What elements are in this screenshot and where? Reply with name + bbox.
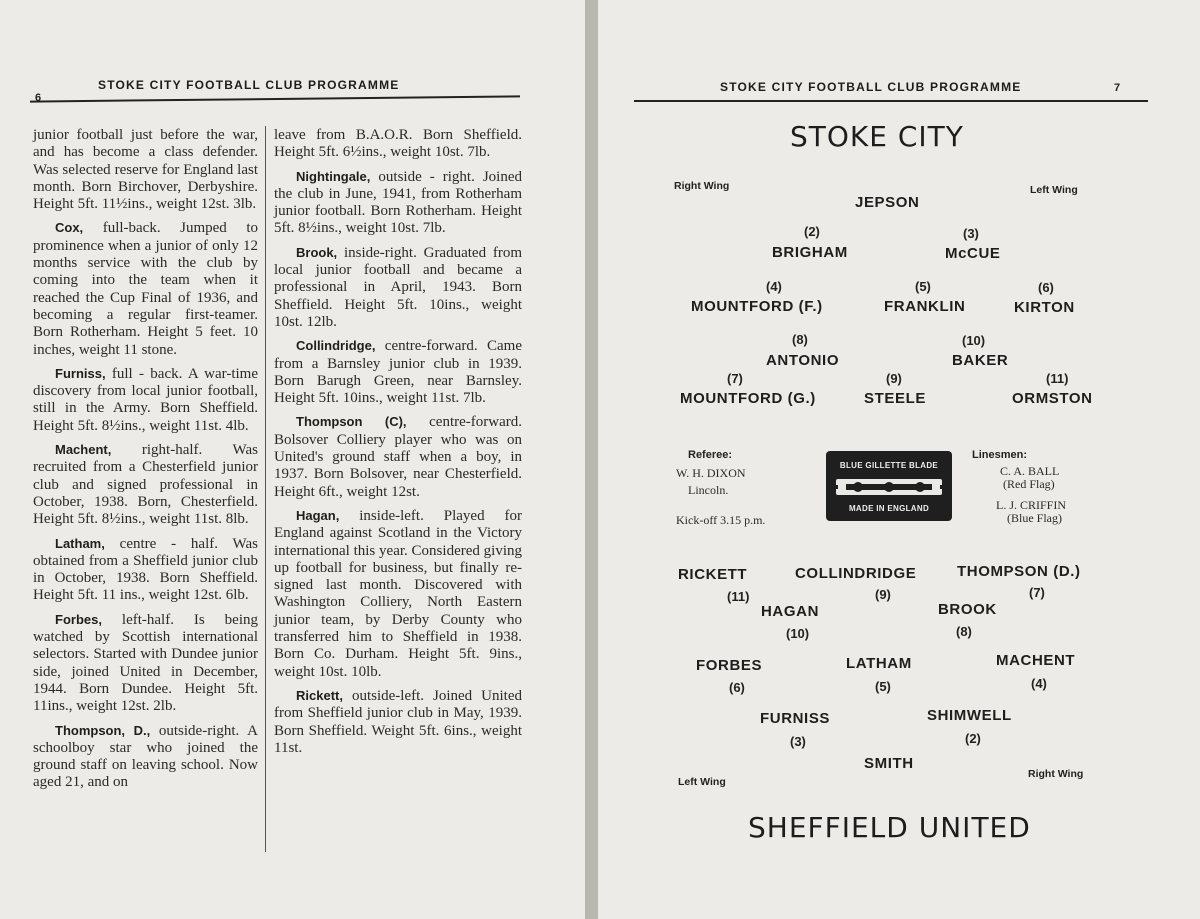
- referee-name: W. H. DIXON: [676, 466, 746, 480]
- home-team-title: STOKE CITY: [790, 120, 964, 153]
- bio-paragraph: Machent, right-half. Was recruited from a Chesterfield junior club and signed professional in October, 1938. Born, Chesterfield. Height 5ft. 8½ins., weight 11st. 8lb.: [33, 442, 258, 528]
- bio-paragraph: Nightingale, outside - right. Joined the club in June, 1941, from Rotherham junior football. Born Rotherham. Height 5ft. 8½ins., weight 10st. 7lb.: [274, 168, 522, 237]
- home-number-3: (3): [963, 226, 979, 241]
- home-number-5: (5): [915, 279, 931, 294]
- bio-paragraph: Thompson (C), centre-forward. Bolsover Colliery player who was on United's ground staff when a boy, in 1937. Born Bolsover, near Chesterfield. Height 6ft., weight 12st.: [274, 414, 522, 500]
- bio-paragraph: Collindridge, centre-forward. Came from a Barnsley junior club in 1939. Born Barugh Green, near Barnsley. Height 5ft. 10ins., weight 11st. 7lb.: [274, 338, 522, 407]
- right-header-rule: [634, 100, 1148, 102]
- away-left-wing-label: Left Wing: [678, 776, 726, 788]
- home-player-2: BRIGHAM: [772, 244, 848, 261]
- home-number-11: (11): [1046, 371, 1069, 386]
- away-right-wing-label: Right Wing: [1028, 768, 1084, 780]
- home-number-2: (2): [804, 224, 820, 239]
- away-player-4: MACHENT: [996, 652, 1076, 669]
- home-left-wing-label: Left Wing: [1030, 184, 1078, 196]
- home-player-6: KIRTON: [1014, 299, 1075, 316]
- away-number-2: (2): [965, 731, 981, 746]
- bio-paragraph: Cox, full-back. Jumped to prominence when a junior of only 12 months service with the club by coming into the team when it reached the Cup Final of 1936, and becoming a regular first-teamer. Born Rotherham. Height 5 feet. 10 inches, weight 11 stone.: [33, 220, 258, 358]
- away-number-11: (11): [727, 589, 750, 604]
- home-number-9: (9): [886, 371, 902, 386]
- home-number-10: (10): [962, 333, 986, 348]
- away-number-7: (7): [1029, 585, 1045, 600]
- away-number-9: (9): [875, 587, 891, 602]
- bio-paragraph: Forbes, left-half. Is being watched by Scottish international selectors. Started with Dundee junior side, joined United in December, 1944. Born Dundee. Height 5ft. 11ins., weight 12st. 2lb.: [33, 611, 258, 715]
- away-number-6: (6): [729, 680, 745, 695]
- column-divider: [265, 126, 266, 852]
- home-player-11: ORMSTON: [1012, 390, 1093, 407]
- bio-paragraph: Thompson, D., outside-right. A schoolboy star who joined the ground staff on leaving school. Now aged 21, and on: [33, 722, 258, 791]
- bio-paragraph: Hagan, inside-left. Played for England against Scotland in the Victory international this year. Considered giving up football for business, but finally re-signed last month. Discovered with Washington Colliery, North Eastern junior team, by Derby County who transferred him to Sheffield in 1938. Born Co. Durham. Height 5ft. 9ins., weight 10st. 10lb.: [274, 507, 522, 680]
- linesman-1-name: C. A. BALL: [1000, 464, 1060, 478]
- right-page-number: 7: [1114, 82, 1121, 94]
- away-team-title: SHEFFIELD UNITED: [748, 811, 1031, 844]
- away-number-4: (4): [1031, 676, 1047, 691]
- home-right-wing-label: Right Wing: [674, 180, 730, 192]
- home-player-9: STEELE: [864, 390, 926, 407]
- bio-paragraph: leave from B.A.O.R. Born Sheffield. Height 5ft. 6½ins., weight 10st. 7lb.: [274, 127, 522, 161]
- home-player-4: MOUNTFORD (F.): [691, 298, 823, 315]
- advert-top-text: BLUE GILLETTE BLADE: [839, 461, 939, 470]
- away-player-5: LATHAM: [846, 655, 912, 672]
- away-player-6: FORBES: [696, 657, 763, 674]
- bio-paragraph: Furniss, full - back. A war-time discovery from local junior football, still in the Army. Born Sheffield. Height 5ft. 8½ins., weight 11st. 4lb.: [33, 365, 258, 434]
- linesman-1-flag: (Red Flag): [1003, 477, 1055, 491]
- away-player-10: HAGAN: [761, 603, 819, 620]
- gillette-blade-advert: [826, 451, 952, 521]
- linesman-2-name: L. J. CRIFFIN: [996, 498, 1067, 512]
- home-player-7: MOUNTFORD (G.): [680, 390, 816, 407]
- home-number-8: (8): [792, 332, 808, 347]
- home-player-1: JEPSON: [855, 194, 920, 211]
- book-gutter: [585, 0, 598, 919]
- away-player-7: THOMPSON (D.): [957, 563, 1081, 580]
- bio-paragraph: Rickett, outside-left. Joined United from Sheffield junior club in May, 1939. Born Sheffield. Weight 5ft. 6ins., weight 11st.: [274, 687, 522, 756]
- away-player-11: RICKETT: [678, 566, 748, 583]
- home-player-5: FRANKLIN: [884, 298, 966, 315]
- home-number-7: (7): [727, 371, 743, 386]
- away-number-5: (5): [875, 679, 891, 694]
- left-page-header: STOKE CITY FOOTBALL CLUB PROGRAMME: [98, 78, 400, 92]
- referee-label: Referee:: [688, 449, 733, 461]
- away-number-3: (3): [790, 734, 806, 749]
- advert-bottom-text: MADE IN ENGLAND: [848, 504, 930, 513]
- away-player-1: SMITH: [864, 755, 914, 772]
- away-player-2: SHIMWELL: [927, 707, 1012, 724]
- home-number-4: (4): [766, 279, 782, 294]
- home-player-10: BAKER: [952, 352, 1009, 369]
- bio-paragraph: Brook, inside-right. Graduated from local junior football and became a professional in April, 1943. Born Sheffield. Height 5ft. 10ins., weight 10st. 12lb.: [274, 244, 522, 330]
- away-player-9: COLLINDRIDGE: [795, 565, 917, 582]
- right-page-header: STOKE CITY FOOTBALL CLUB PROGRAMME: [720, 80, 1022, 94]
- linesman-2-flag: (Blue Flag): [1007, 511, 1062, 525]
- bio-paragraph: junior football just before the war, and has become a class defender. Was selected reserve for England last month. Born Birchover, Derbyshire. Height 5ft. 11½ins., weight 12st. 3lb.: [33, 127, 258, 213]
- left-column-2: [274, 126, 522, 763]
- left-column-1: [33, 126, 258, 798]
- kickoff-time: Kick-off 3.15 p.m.: [676, 513, 766, 527]
- left-page-number: 6: [35, 92, 42, 104]
- home-number-6: (6): [1038, 280, 1054, 295]
- home-player-3: McCUE: [945, 245, 1001, 262]
- away-number-10: (10): [786, 626, 810, 641]
- bio-paragraph: Latham, centre - half. Was obtained from a Sheffield junior club in October, 1938. Born Sheffield. Height 5ft. 11 ins., weight 12st. 6lb.: [33, 535, 258, 604]
- linesmen-label: Linesmen:: [972, 449, 1028, 461]
- away-player-8: BROOK: [938, 601, 997, 618]
- away-number-8: (8): [956, 624, 972, 639]
- home-player-8: ANTONIO: [766, 352, 840, 369]
- referee-town: Lincoln.: [688, 483, 729, 497]
- razor-blade-icon: [834, 476, 944, 498]
- away-player-3: FURNISS: [760, 710, 831, 727]
